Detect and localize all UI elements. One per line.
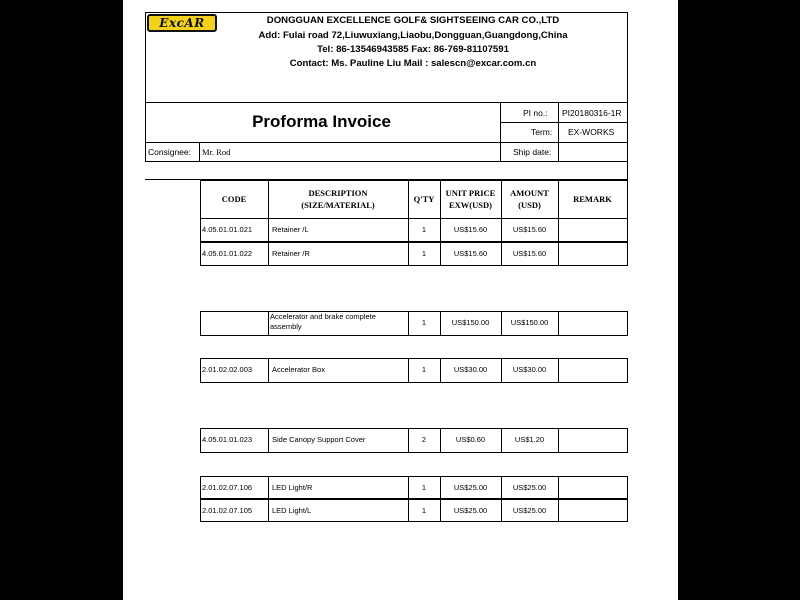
- table-line: [501, 180, 502, 218]
- cell-qty: 1: [421, 249, 427, 258]
- col-header-code: CODE: [221, 194, 247, 204]
- cell-code: 2.01.02.07.105: [202, 506, 253, 515]
- table-cell-border: [627, 499, 628, 521]
- cell-unit-price: US$15.60: [453, 249, 488, 258]
- table-cell-border: [558, 218, 559, 241]
- company-contact: Contact: Ms. Pauline Liu Mail : salescn@excar.com.cn: [289, 58, 537, 69]
- table-cell-border: [200, 358, 201, 382]
- frame-line: [627, 12, 628, 102]
- cell-unit-price: US$15.60: [453, 225, 488, 234]
- cell-description: Side Canopy Support Cover: [272, 435, 366, 444]
- table-cell-border: [627, 242, 628, 265]
- cell-qty: 1: [421, 365, 427, 374]
- table-cell-border: [627, 218, 628, 241]
- cell-description: Accelerator Box: [272, 365, 325, 374]
- term-label: Term:: [531, 127, 553, 137]
- table-cell-border: [268, 476, 269, 498]
- table-line: [440, 180, 441, 218]
- table-cell-border: [200, 499, 201, 521]
- cell-description: LED Light/R: [272, 483, 313, 492]
- consignee-label: Consignee:: [148, 147, 192, 157]
- cell-description: Retainer /L: [272, 225, 309, 234]
- cell-amount: US$15.60: [512, 225, 547, 234]
- table-cell-border: [558, 428, 559, 452]
- company-logo: ExcAR: [147, 14, 217, 32]
- table-row-line: [200, 218, 628, 219]
- table-row-line: [200, 358, 628, 359]
- cell-qty: 1: [421, 506, 427, 515]
- table-cell-border: [200, 476, 201, 498]
- table-cell-border: [200, 218, 201, 241]
- col-header-qty: Q'TY: [413, 194, 435, 204]
- cell-amount: US$15.60: [512, 249, 547, 258]
- frame-line: [500, 102, 501, 161]
- cell-code: 2.01.02.07.106: [202, 483, 253, 492]
- table-cell-border: [627, 358, 628, 382]
- table-row-line: [200, 242, 628, 243]
- frame-line: [145, 142, 628, 143]
- col-header-unit-price-sub: EXW(USD): [449, 200, 492, 210]
- table-cell-border: [268, 218, 269, 241]
- table-cell-border: [627, 476, 628, 498]
- cell-qty: 2: [421, 435, 427, 444]
- ship-date-label: Ship date:: [513, 147, 552, 157]
- table-cell-border: [200, 311, 201, 335]
- cell-code: 4.05.01.01.022: [202, 249, 253, 258]
- frame-line: [145, 102, 628, 103]
- cell-description: LED Light/L: [272, 506, 312, 515]
- table-line: [268, 180, 269, 218]
- cell-amount: US$25.00: [512, 483, 547, 492]
- cell-description: Accelerator and brake complete assembly: [270, 312, 376, 331]
- table-cell-border: [558, 358, 559, 382]
- frame-line: [558, 102, 559, 161]
- table-row-line: [200, 311, 628, 312]
- cell-description: Retainer /R: [272, 249, 310, 258]
- cell-code: 4.05.01.01.023: [202, 435, 253, 444]
- cell-amount: US$1.20: [514, 435, 545, 444]
- cell-qty: 1: [421, 225, 427, 234]
- company-phone-fax: Tel: 86-13546943585 Fax: 86-769-81107591: [317, 44, 509, 55]
- table-cell-border: [268, 428, 269, 452]
- cell-amount: US$30.00: [512, 365, 547, 374]
- frame-line: [500, 122, 628, 123]
- table-row-line: [200, 499, 628, 500]
- cell-unit-price: US$25.00: [453, 483, 488, 492]
- invoice-page: [123, 0, 678, 600]
- table-cell-border: [268, 499, 269, 521]
- cell-amount: US$25.00: [512, 506, 547, 515]
- term-value: EX-WORKS: [568, 127, 615, 137]
- table-cell-border: [200, 428, 201, 452]
- table-cell-border: [627, 311, 628, 335]
- table-cell-border: [558, 499, 559, 521]
- table-row-line: [200, 452, 628, 453]
- table-cell-border: [627, 428, 628, 452]
- pi-value: PI20180316-1R: [562, 108, 622, 118]
- table-row-line: [200, 521, 628, 522]
- cell-amount: US$150.00: [510, 318, 549, 327]
- cell-unit-price: US$30.00: [453, 365, 488, 374]
- col-header-description-sub: (SIZE/MATERIAL): [301, 200, 375, 210]
- document-title: Proforma Invoice: [252, 112, 391, 131]
- cell-unit-price: US$150.00: [451, 318, 490, 327]
- table-row-line: [200, 428, 628, 429]
- cell-unit-price: US$0.60: [455, 435, 486, 444]
- frame-line: [627, 102, 628, 179]
- col-header-remark: REMARK: [573, 194, 612, 204]
- table-cell-border: [268, 311, 269, 335]
- table-cell-border: [200, 242, 201, 265]
- cell-code: 4.05.01.01.021: [202, 225, 253, 234]
- cell-qty: 1: [421, 483, 427, 492]
- frame-line: [145, 12, 628, 13]
- table-line: [627, 180, 628, 218]
- table-row-line: [200, 265, 628, 266]
- frame-line: [145, 161, 628, 162]
- table-cell-border: [558, 242, 559, 265]
- table-line: [200, 180, 628, 181]
- table-row-line: [200, 382, 628, 383]
- cell-unit-price: US$25.00: [453, 506, 488, 515]
- table-row-line: [200, 476, 628, 477]
- table-row-line: [200, 335, 628, 336]
- table-cell-border: [558, 311, 559, 335]
- cell-qty: 1: [421, 318, 427, 327]
- frame-line: [199, 142, 200, 161]
- col-header-amount-sub: (USD): [518, 200, 541, 210]
- col-header-description: DESCRIPTION: [308, 188, 368, 198]
- consignee-value: Mr. Rod: [202, 147, 231, 157]
- frame-line: [145, 12, 146, 102]
- cell-code: 2.01.02.02.003: [202, 365, 253, 374]
- table-cell-border: [268, 242, 269, 265]
- table-cell-border: [268, 358, 269, 382]
- company-address: Add: Fulai road 72,Liuwuxiang,Liaobu,Dongguan,Guangdong,China: [258, 30, 568, 41]
- col-header-amount: AMOUNT: [510, 188, 549, 198]
- pi-label: PI no.:: [523, 108, 548, 118]
- company-name: DONGGUAN EXCELLENCE GOLF& SIGHTSEEING CAR CO.,LTD: [266, 15, 560, 26]
- col-header-unit-price: UNIT PRICE: [445, 188, 496, 198]
- table-cell-border: [558, 476, 559, 498]
